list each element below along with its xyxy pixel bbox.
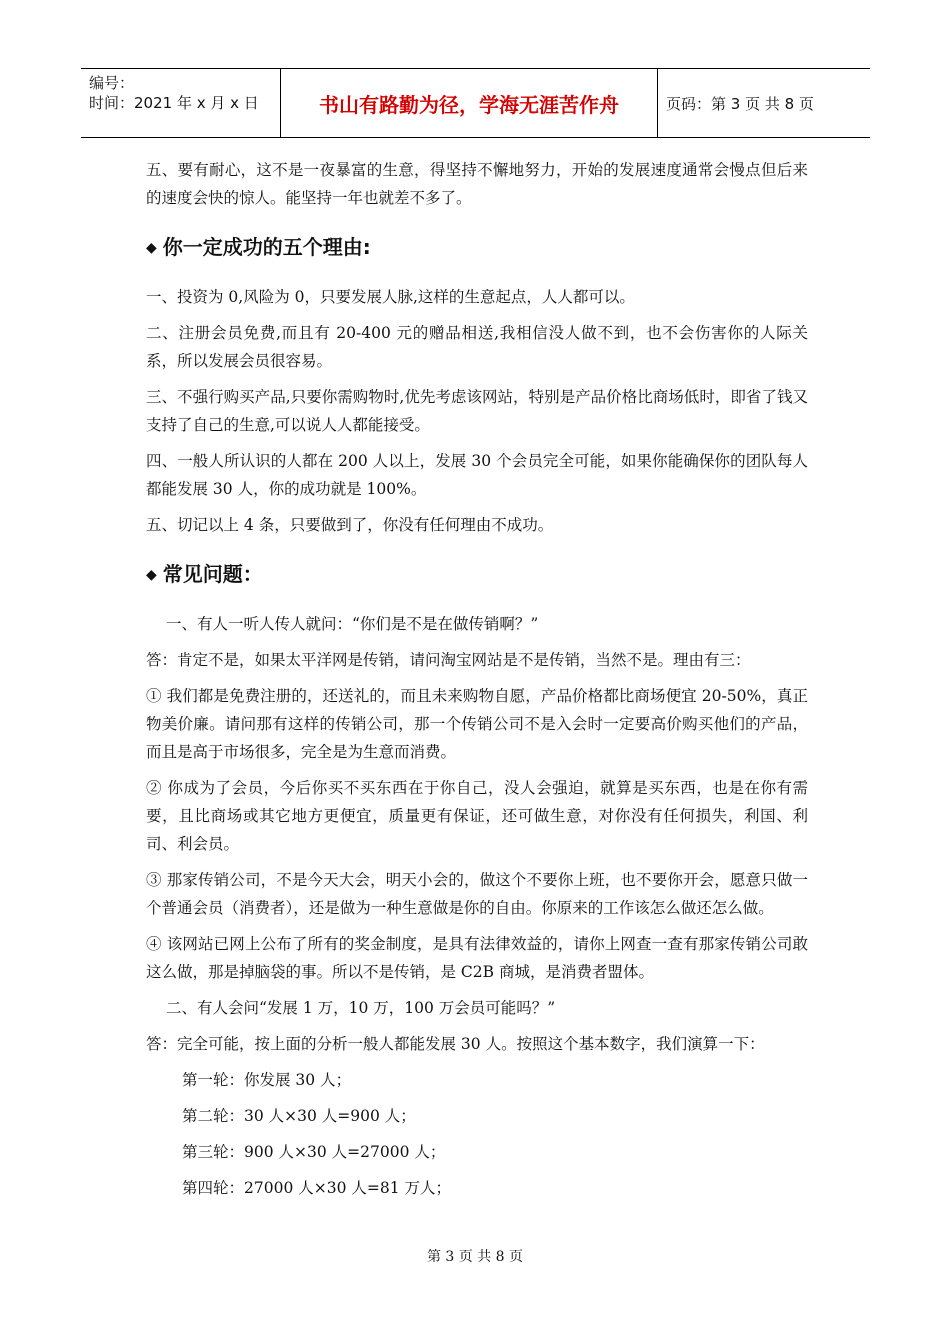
calc-round: 第二轮：30 人×30 人=900 人； (182, 1107, 416, 1125)
diamond-bullet-icon: ◆ (146, 240, 157, 256)
calc-round: 第四轮：27000 人×30 人=81 万人； (182, 1179, 452, 1197)
reason-item: 一、投资为 0,风险为 0，只要发展人脉,这样的生意起点，人人都可以。 (146, 288, 635, 306)
faq-reason: ② 你成为了会员，今后你买不买东西在于你自己，没人会强迫，就算是买东西，也是在你有需要，且比商场或其它地方更便宜，质量更有保证，还可做生意，对你没有任何损失，利国、利司、利会员。 (146, 779, 808, 853)
section-heading-reasons (146, 232, 808, 263)
faq-answer: 答：完全可能，按上面的分析一般人都能发展 30 人。按照这个基本数字，我们演算一下： (146, 1035, 765, 1053)
time-label: 时间：2021 年 x 月 x 日 (89, 94, 259, 112)
reason-item: 三、不强行购买产品,只要你需购物时,优先考虑该网站，特别是产品价格比商场低时，即省了钱又支持了自己的生意,可以说人人都能接受。 (146, 388, 808, 434)
section-title: 常见问题： (162, 562, 263, 586)
reason-item: 二、注册会员免费,而且有 20-400 元的赠品相送,我相信没人做不到，也不会伤害你的人际关系，所以发展会员很容易。 (146, 324, 808, 370)
page-header (81, 68, 870, 138)
reason-item: 四、一般人所认识的人都在 200 人以上，发展 30 个会员完全可能，如果你能确保你的团队每人都能发展 30 人，你的成功就是 100%。 (146, 452, 808, 498)
page-footer: 第 3 页 共 8 页 (426, 1249, 524, 1265)
faq-answer: 答：肯定不是，如果太平洋网是传销，请问淘宝网站是不是传销，当然不是。理由有三： (146, 651, 751, 669)
reason-item: 五、切记以上 4 条，只要做到了，你没有任何理由不成功。 (146, 516, 554, 534)
diamond-bullet-icon: ◆ (146, 567, 157, 583)
header-page-code: 页码：第 3 页 共 8 页 (666, 94, 814, 113)
section-title: 你一定成功的五个理由: (162, 235, 371, 259)
faq-reason: ① 我们都是免费注册的，还送礼的，而且未来购物自愿，产品价格都比商场便宜 20-50%，真正物美价廉。请问那有这样的传销公司，那一个传销公司不是入会时一定要高价购买他们的产品，而且是高于市场很多，完全是为生意而消费。 (146, 687, 808, 761)
number-label: 编号： (89, 74, 135, 92)
faq-reason: ③ 那家传销公司，不是今天大会，明天小会的，做这个不要你上班，也不要你开会，愿意只做一个普通会员（消费者），还是做为一种生意做是你的自由。你原来的工作该怎么做还怎么做。 (146, 871, 808, 917)
header-motto: 书山有路勤为径，学海无涯苦作舟 (281, 69, 658, 137)
intro-paragraph: 五、要有耐心，这不是一夜暴富的生意，得坚持不懈地努力，开始的发展速度通常会慢点但后来的速度会快的惊人。能坚持一年也就差不多了。 (146, 161, 808, 207)
faq-question: 一、有人一听人传人就问：“你们是不是在做传销啊？” (166, 615, 539, 633)
calc-round: 第一轮：你发展 30 人； (182, 1071, 352, 1089)
faq-reason: ④ 该网站已网上公布了所有的奖金制度，是具有法律效益的，请你上网查一查有那家传销公司敢这么做，那是掉脑袋的事。所以不是传销，是 C2B 商城，是消费者盟体。 (146, 935, 808, 981)
header-meta (81, 69, 281, 137)
document-body (146, 156, 808, 1210)
faq-question: 二、有人会问“发展 1 万，10 万，100 万会员可能吗？” (166, 999, 556, 1017)
calc-round: 第三轮：900 人×30 人=27000 人； (182, 1143, 446, 1161)
section-heading-faq (146, 559, 808, 590)
